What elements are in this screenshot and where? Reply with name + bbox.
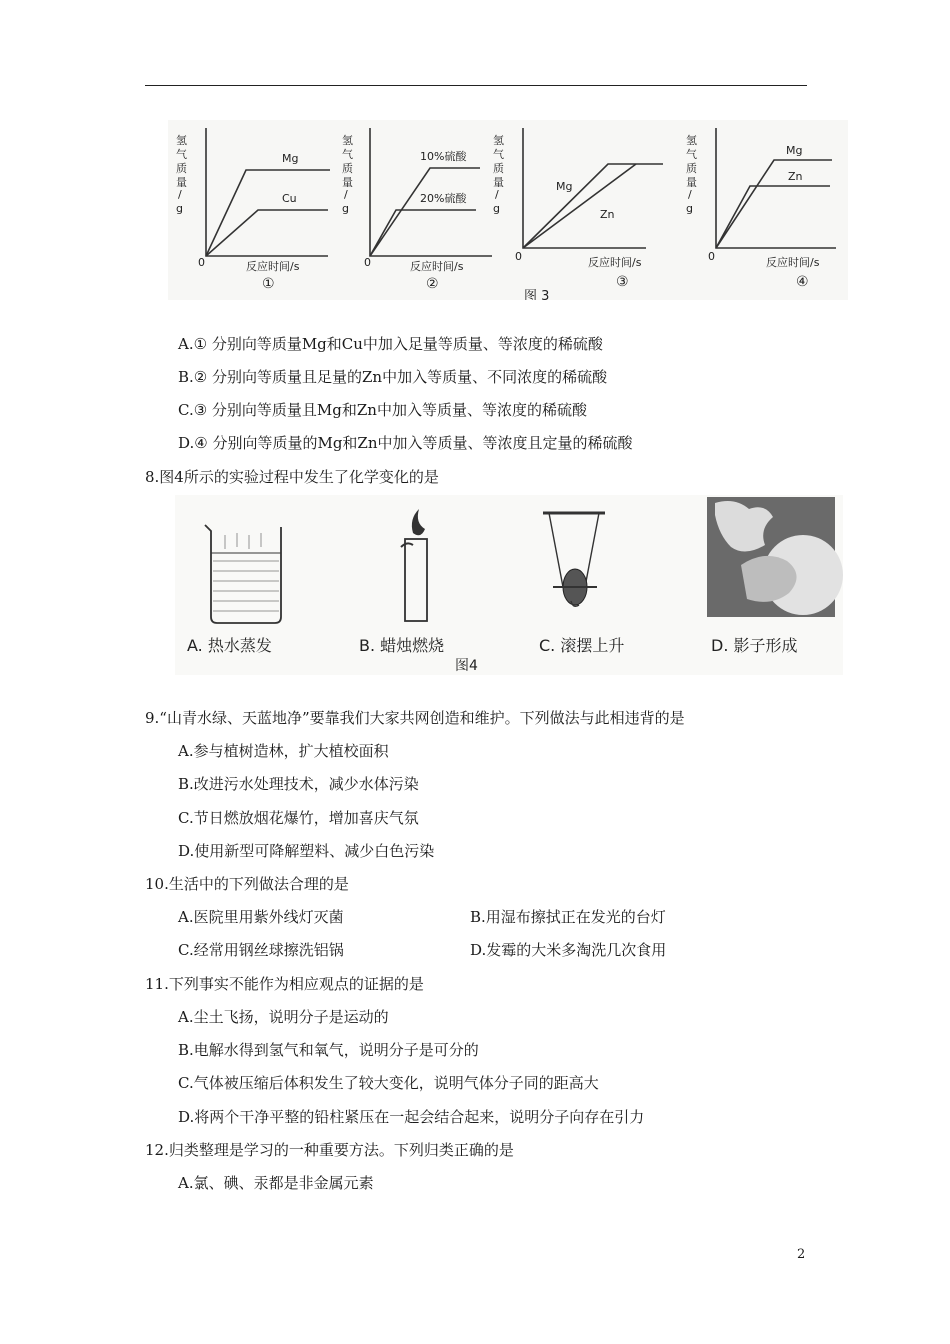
xlabel-1: 反应时间/s [246, 260, 300, 273]
label-mg-3: Mg [556, 180, 573, 193]
figure-4 [175, 495, 843, 675]
svg-text:氢: 氢 [493, 134, 504, 147]
panel-num-4: ④ [796, 274, 809, 290]
q9-stem: 9.“山青水绿、天蓝地净”要靠我们大家共网创造和维护。下列做法与此相违背的是 [145, 709, 685, 727]
panel-num-3: ③ [616, 274, 629, 290]
fig4-label-b: B. 蜡烛燃烧 [359, 636, 445, 655]
q7-option-b: B.② 分别向等质量且足量的Zn中加入等质量、不同浓度的稀硫酸 [178, 368, 608, 386]
label-mg-4: Mg [786, 144, 803, 157]
svg-text:气: 气 [342, 148, 353, 161]
label-zn-3: Zn [600, 208, 615, 221]
figure-4-caption: 图4 [455, 658, 478, 674]
fig4-label-c: C. 滚摆上升 [539, 636, 625, 655]
svg-text:g: g [342, 202, 349, 215]
axes-1 [206, 128, 328, 256]
figure-4-pictures [175, 495, 843, 675]
q10-option-b: B.用湿布擦拭正在发光的台灯 [470, 908, 666, 926]
svg-text:氢: 氢 [686, 134, 697, 147]
q9-option-b: B.改进污水处理技术，减少水体污染 [178, 775, 419, 793]
svg-text:0: 0 [708, 250, 715, 263]
svg-text:质: 质 [176, 162, 187, 175]
q9-option-c: C.节日燃放烟花爆竹，增加喜庆气氛 [178, 809, 419, 827]
svg-text:/: / [178, 188, 182, 201]
svg-text:氢: 氢 [342, 134, 353, 147]
fig4-label-d: D. 影子形成 [711, 636, 798, 655]
svg-text:量: 量 [176, 176, 187, 189]
q10-option-d: D.发霉的大米多淘洗几次食用 [470, 941, 667, 959]
fig4-label-a: A. 热水蒸发 [187, 636, 272, 655]
q11-option-a: A.尘土飞扬，说明分子是运动的 [178, 1008, 389, 1026]
svg-text:质: 质 [686, 162, 697, 175]
svg-text:质: 质 [342, 162, 353, 175]
svg-text:量: 量 [493, 176, 504, 189]
svg-text:g: g [686, 202, 693, 215]
svg-text:反应时间/s: 反应时间/s [766, 256, 820, 269]
curve-mg-4 [716, 160, 832, 248]
candle-icon [401, 509, 427, 621]
svg-text:/: / [495, 188, 499, 201]
label-zn-4: Zn [788, 170, 803, 183]
curve-mg-3 [523, 164, 663, 248]
q10-option-c: C.经常用钢丝球擦洗铝锅 [178, 941, 344, 959]
svg-text:量: 量 [686, 176, 697, 189]
svg-text:g: g [176, 202, 183, 215]
q7-option-d: D.④ 分别向等质量的Mg和Zn中加入等质量、等浓度且定量的稀硫酸 [178, 434, 633, 452]
q10-stem: 10.生活中的下列做法合理的是 [145, 875, 349, 893]
curve-zn-4 [716, 186, 830, 248]
q11-stem: 11.下列事实不能作为相应观点的证据的是 [145, 975, 424, 993]
svg-text:0: 0 [364, 256, 371, 269]
svg-text:质: 质 [493, 162, 504, 175]
svg-text:气: 气 [493, 148, 504, 161]
svg-text:气: 气 [176, 148, 187, 161]
panel-num-1: ① [262, 276, 275, 292]
origin-1: 0 [198, 256, 205, 269]
shadow-photo-icon [707, 497, 843, 617]
q12-option-a: A.氯、碘、汞都是非金属元素 [178, 1174, 374, 1192]
label-20pct: 20%硫酸 [420, 192, 467, 205]
figure-3 [168, 120, 848, 300]
axes-4 [716, 128, 836, 248]
svg-text:/: / [688, 188, 692, 201]
pendulum-icon [543, 513, 605, 606]
page-number: 2 [797, 1247, 806, 1262]
header-rule [145, 85, 807, 86]
figure-3-caption: 图 3 [524, 289, 550, 300]
curve-mg-1 [206, 170, 330, 256]
q12-stem: 12.归类整理是学习的一种重要方法。下列归类正确的是 [145, 1141, 514, 1159]
panel-num-2: ② [426, 276, 439, 292]
svg-text:0: 0 [515, 250, 522, 263]
curve-10pct [370, 168, 480, 256]
figure-3-graphs [168, 120, 848, 300]
label-10pct: 10%硫酸 [420, 150, 467, 163]
svg-text:气: 气 [686, 148, 697, 161]
svg-text:反应时间/s: 反应时间/s [410, 260, 464, 273]
svg-text:量: 量 [342, 176, 353, 189]
svg-text:反应时间/s: 反应时间/s [588, 256, 642, 269]
label-mg-1: Mg [282, 152, 299, 165]
beaker-icon [205, 525, 281, 623]
q9-option-a: A.参与植树造林，扩大植校面积 [178, 742, 389, 760]
svg-text:g: g [493, 202, 500, 215]
q9-option-d: D.使用新型可降解塑料、减少白色污染 [178, 842, 435, 860]
q11-option-d: D.将两个干净平整的铅柱紧压在一起会结合起来，说明分子向存在引力 [178, 1108, 645, 1126]
q10-option-a: A.医院里用紫外线灯灭菌 [178, 908, 344, 926]
curve-zn-3 [523, 164, 636, 248]
label-cu-1: Cu [282, 192, 297, 205]
ylabel-1: 氢 [176, 134, 187, 147]
q11-option-b: B.电解水得到氢气和氧气，说明分子是可分的 [178, 1041, 479, 1059]
q11-option-c: C.气体被压缩后体积发生了较大变化，说明气体分子同的距高大 [178, 1074, 599, 1092]
q7-option-a: A.① 分别向等质量Mg和Cu中加入足量等质量、等浓度的稀硫酸 [178, 335, 603, 353]
q8-stem: 8.图4所示的实验过程中发生了化学变化的是 [145, 468, 439, 486]
q7-option-c: C.③ 分别向等质量且Mg和Zn中加入等质量、等浓度的稀硫酸 [178, 401, 587, 419]
svg-text:/: / [344, 188, 348, 201]
